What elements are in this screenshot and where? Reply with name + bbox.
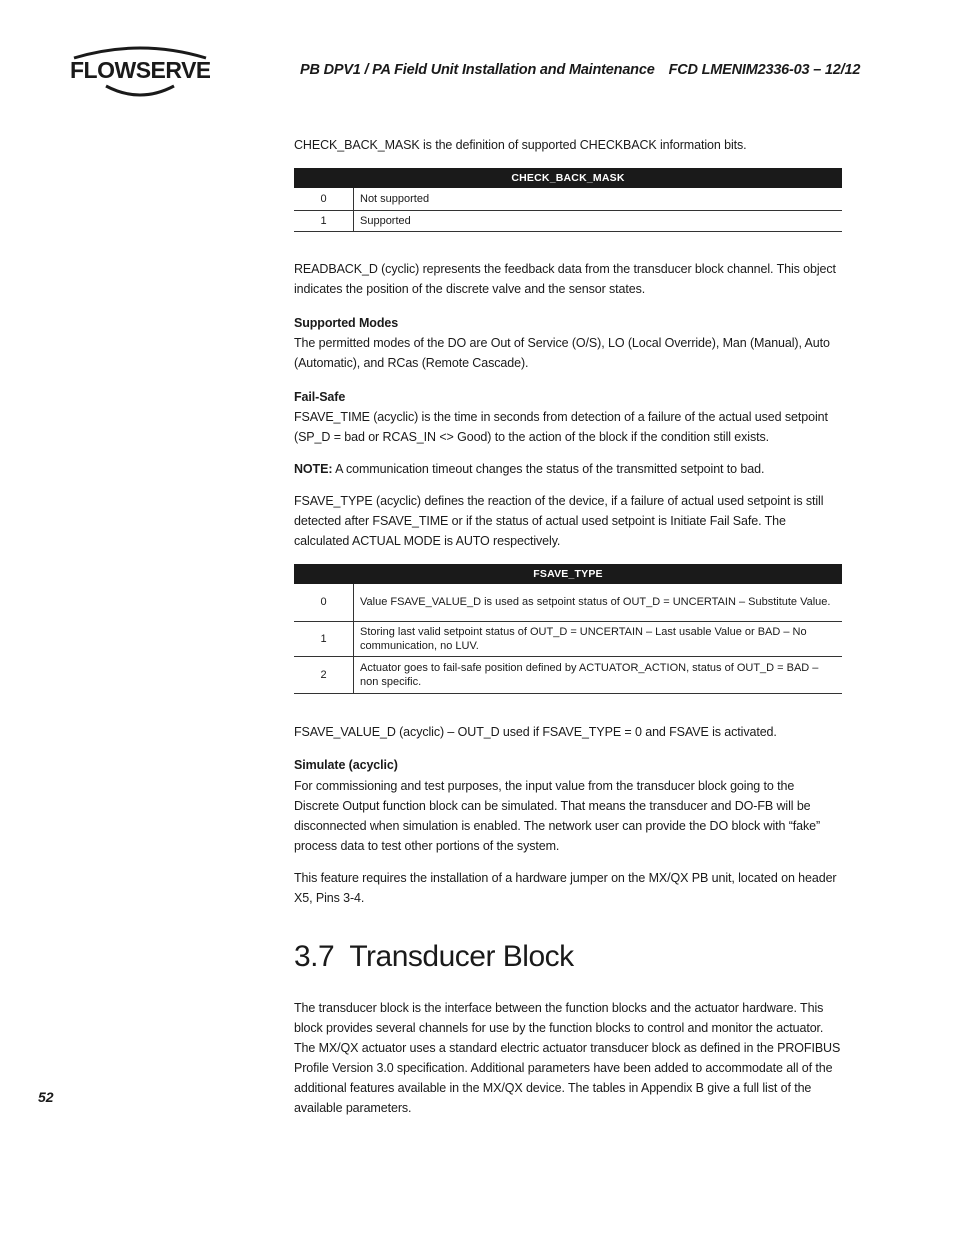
doc-code: FCD LMENIM2336-03 – 12/12 bbox=[668, 62, 861, 78]
note-text: A communication timeout changes the status of the transmitted setpoint to bad. bbox=[332, 462, 765, 476]
intro-paragraph: CHECK_BACK_MASK is the definition of supported CHECKBACK information bits. bbox=[294, 138, 747, 152]
table-row bbox=[294, 210, 842, 231]
table-cell-num: 2 bbox=[294, 656, 354, 693]
table-cell-num: 1 bbox=[294, 210, 354, 231]
flowserve-logo bbox=[70, 42, 210, 98]
table-row bbox=[294, 656, 842, 693]
fsave-type-paragraph: FSAVE_TYPE (acyclic) defines the reaction of the device, if a failure of actual used setpoint is still detected after FSAVE_TIME or if the status of actual used setpoint is Initiate Fail Safe. The calculated ACTUAL MODE is AUTO respectively. bbox=[294, 494, 824, 548]
transducer-paragraph: The transducer block is the interface between the function blocks and the actuator hardware. This block provides several channels for use by the function blocks to control and monitor the actuator. The MX/QX actuator uses a standard electric actuator transducer block as defined in the PROFIBUS Profile Version 3.0 specification. Additional parameters have been added to accommodate all of the additional features available in the MX/QX device. The tables in Appendix B give a full list of the available parameters. bbox=[294, 1001, 841, 1115]
supported-modes-paragraph: The permitted modes of the DO are Out of Service (O/S), LO (Local Override), Man (Manual), Auto (Automatic), and RCas (Remote Cascade). bbox=[294, 336, 830, 370]
fsave-type-table bbox=[294, 564, 842, 694]
table-cell-desc: Actuator goes to fail-safe position defined by ACTUATOR_ACTION, status of OUT_D = BAD – non specific. bbox=[354, 656, 843, 693]
fail-safe-heading: Fail-Safe bbox=[294, 390, 346, 404]
page-number: 52 bbox=[38, 1089, 54, 1105]
simulate-heading: Simulate (acyclic) bbox=[294, 758, 398, 772]
table-cell-desc: Not supported bbox=[354, 188, 843, 210]
document-header bbox=[300, 62, 861, 78]
simulate-paragraph: For commissioning and test purposes, the input value from the transducer block going to the Discrete Output function block can be simulated. That means the transducer and DO-FB will be disconnected when simulation is enabled. The network user can provide the DO block with “fake” process data to test other portions of the system. bbox=[294, 779, 821, 853]
jumper-paragraph: This feature requires the installation of a hardware jumper on the MX/QX PB unit, located on header X5, Pins 3-4. bbox=[294, 871, 837, 905]
table-cell-num: 0 bbox=[294, 584, 354, 621]
readback-paragraph: READBACK_D (cyclic) represents the feedback data from the transducer block channel. This object indicates the position of the discrete valve and the sensor states. bbox=[294, 262, 836, 296]
supported-modes-heading: Supported Modes bbox=[294, 316, 399, 330]
table-header: FSAVE_TYPE bbox=[294, 564, 842, 584]
table-cell-num: 0 bbox=[294, 188, 354, 210]
note-label: NOTE: bbox=[294, 462, 333, 476]
table-cell-desc: Storing last valid setpoint status of OUT_D = UNCERTAIN – Last usable Value or BAD – No communication, no LUV. bbox=[354, 621, 843, 656]
table-row bbox=[294, 584, 842, 621]
table-row bbox=[294, 621, 842, 656]
doc-title: PB DPV1 / PA Field Unit Installation and Maintenance bbox=[300, 62, 655, 78]
table-row bbox=[294, 188, 842, 210]
table-cell-desc: Supported bbox=[354, 210, 843, 231]
logo-wordmark: FLOWSERVE bbox=[70, 57, 210, 83]
fail-safe-paragraph: FSAVE_TIME (acyclic) is the time in seconds from detection of a failure of the actual used setpoint (SP_D = bad or RCAS_IN <> Good) to the action of the block if the condition still exists. bbox=[294, 410, 828, 444]
note-paragraph bbox=[294, 459, 842, 479]
check-back-mask-table bbox=[294, 168, 842, 232]
table-cell-desc: Value FSAVE_VALUE_D is used as setpoint status of OUT_D = UNCERTAIN – Substitute Value. bbox=[354, 584, 843, 621]
section-title: 3.7 Transducer Block bbox=[294, 940, 574, 973]
fsave-value-paragraph: FSAVE_VALUE_D (acyclic) – OUT_D used if FSAVE_TYPE = 0 and FSAVE is activated. bbox=[294, 725, 777, 739]
table-cell-num: 1 bbox=[294, 621, 354, 656]
table-header: CHECK_BACK_MASK bbox=[294, 168, 842, 188]
